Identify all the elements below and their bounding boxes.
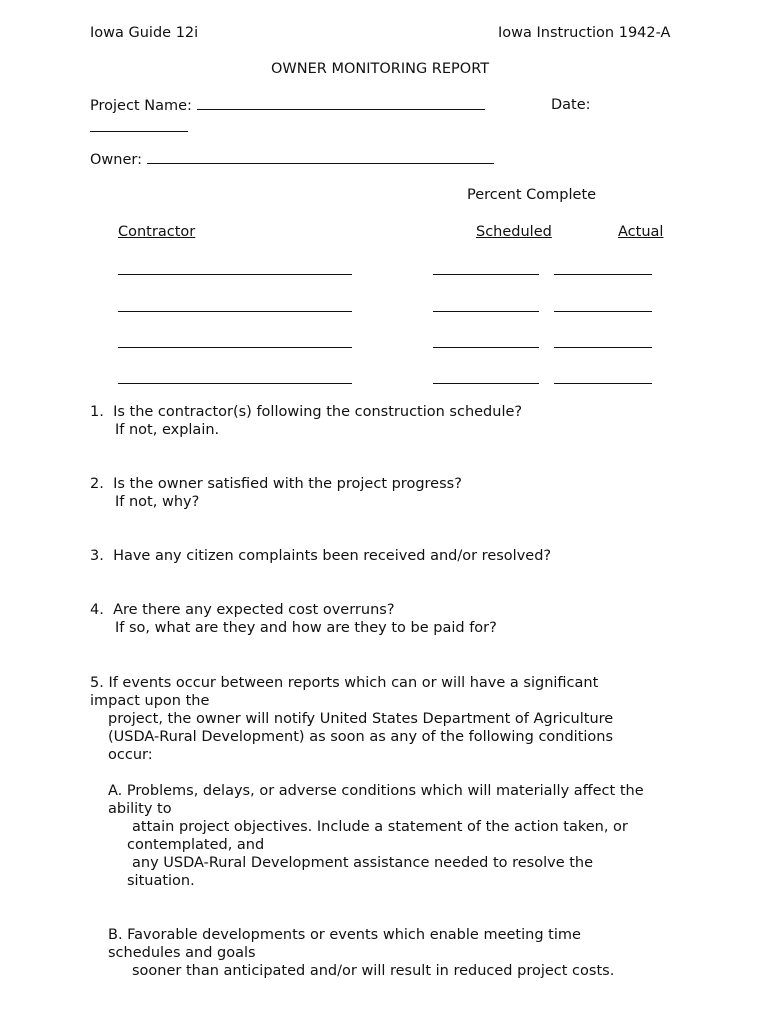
owner-blank[interactable]: [147, 150, 494, 164]
item-5a-line: situation.: [127, 873, 195, 889]
scheduled-blank-4[interactable]: [433, 383, 539, 384]
question-followup: If not, why?: [115, 494, 200, 510]
contractor-blank-4[interactable]: [118, 383, 352, 384]
item-5-line: impact upon the: [90, 693, 210, 709]
question-number: 3.: [90, 548, 104, 564]
date-label: Date:: [551, 97, 591, 113]
contractor-blank-1[interactable]: [118, 274, 352, 275]
actual-blank-2[interactable]: [554, 311, 652, 312]
question-number: 2.: [90, 476, 104, 492]
scheduled-blank-1[interactable]: [433, 274, 539, 275]
item-5a-line: ability to: [108, 801, 172, 817]
date-blank[interactable]: [90, 118, 188, 132]
item-5-line: occur:: [108, 747, 153, 763]
percent-complete-heading: Percent Complete: [467, 187, 597, 203]
item-5a-line: attain project objectives. Include a statement of the action taken, or: [132, 819, 628, 835]
item-5a-line: A. Problems, delays, or adverse conditions which will materially affect the: [108, 783, 644, 799]
question-1: [90, 403, 690, 439]
item-5b-line: B. Favorable developments or events which enable meeting time: [108, 927, 581, 943]
question-text: Is the owner satisfied with the project progress?: [113, 476, 462, 492]
actual-blank-4[interactable]: [554, 383, 652, 384]
question-text: Are there any expected cost overruns?: [113, 602, 395, 618]
item-5b-line: schedules and goals: [108, 945, 256, 961]
question-followup: If so, what are they and how are they to be paid for?: [115, 620, 497, 636]
owner-label: Owner:: [90, 152, 142, 168]
scheduled-column-header: Scheduled: [476, 224, 552, 240]
item-5-notification: [90, 674, 650, 764]
item-5-line: (USDA-Rural Development) as soon as any of the following conditions: [108, 729, 614, 745]
item-5b-favorable: [108, 926, 668, 980]
item-5a-problems: [108, 782, 668, 890]
header-instruction-number: Iowa Instruction 1942-A: [498, 25, 671, 41]
page-title: OWNER MONITORING REPORT: [271, 61, 490, 77]
question-followup: If not, explain.: [115, 422, 220, 438]
item-5b-line: sooner than anticipated and/or will result in reduced project costs.: [132, 963, 615, 979]
contractor-blank-3[interactable]: [118, 347, 352, 348]
actual-blank-1[interactable]: [554, 274, 652, 275]
actual-blank-3[interactable]: [554, 347, 652, 348]
question-text: Is the contractor(s) following the construction schedule?: [113, 404, 523, 420]
question-text: Have any citizen complaints been received and/or resolved?: [113, 548, 552, 564]
actual-column-header: Actual: [618, 224, 664, 240]
contractor-column-header: Contractor: [118, 224, 196, 240]
item-5a-line: contemplated, and: [127, 837, 265, 853]
date-field: [90, 118, 188, 137]
header-guide-number: Iowa Guide 12i: [90, 25, 199, 41]
item-5-line: 5. If events occur between reports which can or will have a significant: [90, 675, 599, 691]
project-name-blank[interactable]: [197, 96, 485, 110]
project-name-label: Project Name:: [90, 98, 192, 114]
question-3: [90, 547, 690, 565]
scheduled-blank-3[interactable]: [433, 347, 539, 348]
item-5a-line: any USDA-Rural Development assistance needed to resolve the: [132, 855, 594, 871]
question-2: [90, 475, 690, 511]
question-4: [90, 601, 690, 637]
question-number: 1.: [90, 404, 104, 420]
owner-field: [90, 150, 494, 169]
question-number: 4.: [90, 602, 104, 618]
item-5-line: project, the owner will notify United States Department of Agriculture: [108, 711, 614, 727]
scheduled-blank-2[interactable]: [433, 311, 539, 312]
contractor-blank-2[interactable]: [118, 311, 352, 312]
project-name-field: [90, 96, 485, 115]
